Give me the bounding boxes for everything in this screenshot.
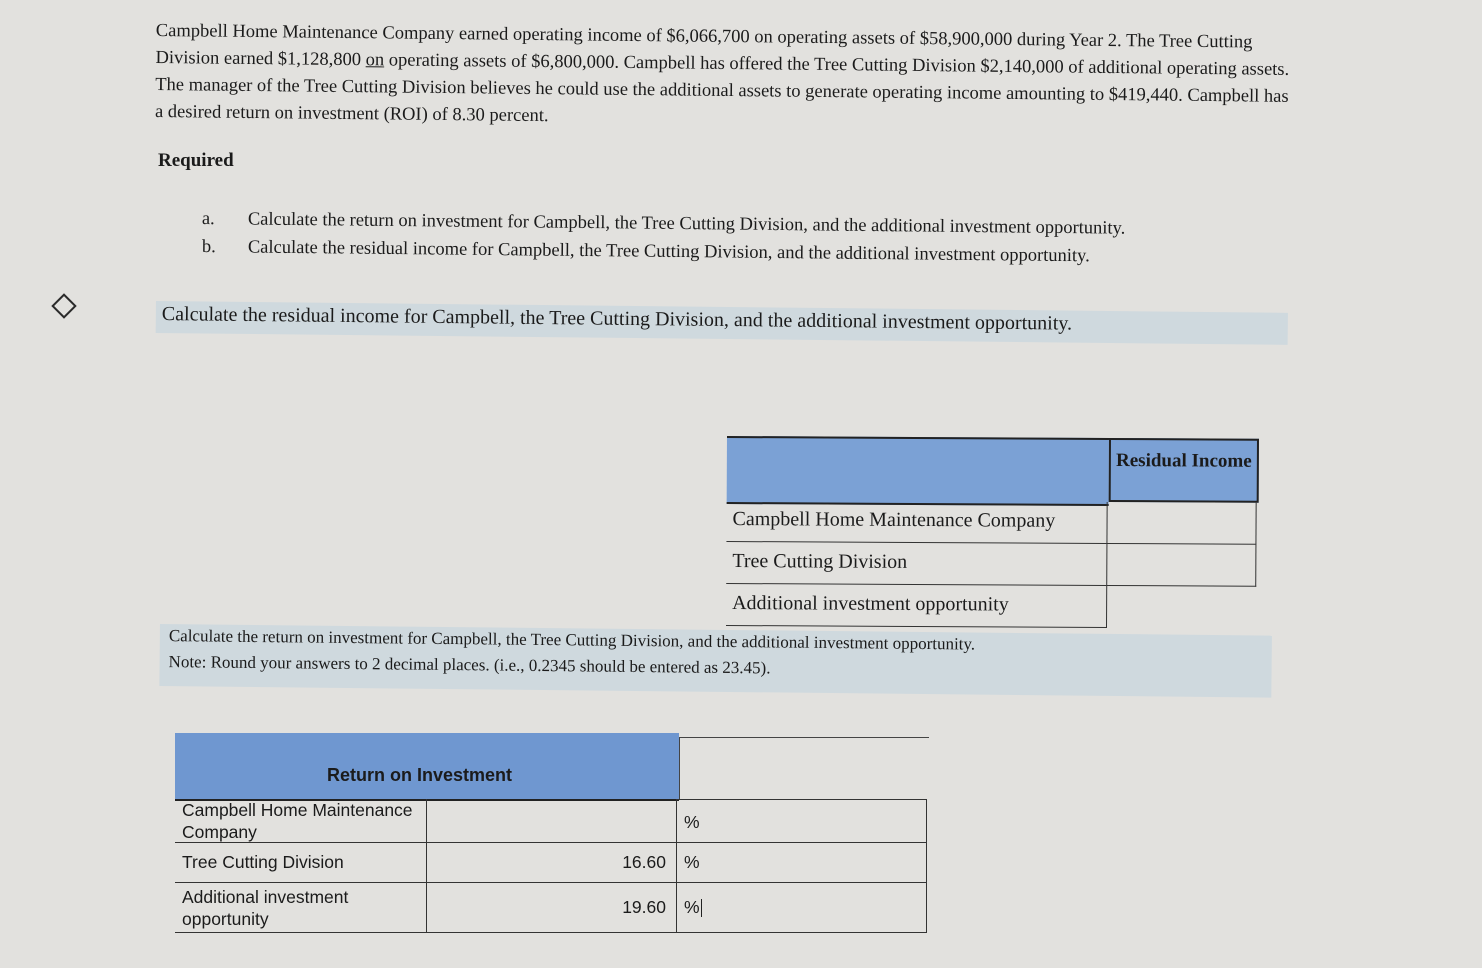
requirement-a-text: Calculate the return on investment for Campbell, the Tree Cutting Division, and the additional investment opportunity. <box>247 209 1126 239</box>
table-row <box>175 799 927 843</box>
row-label: Campbell Home Maintenance Company <box>726 500 1106 544</box>
residual-income-input-tree-cutting[interactable] <box>1106 544 1256 587</box>
roi-banner <box>159 624 1272 698</box>
roi-header-title: Return on Investment <box>327 765 513 785</box>
row-label: Additional investment opportunity <box>726 584 1107 628</box>
requirement-a-label: a. <box>201 209 215 230</box>
percent-unit: % <box>684 897 700 917</box>
residual-income-header-blank <box>727 436 1109 506</box>
roi-table <box>175 733 927 933</box>
roi-input-campbell[interactable] <box>427 799 677 843</box>
table-row <box>175 883 927 933</box>
percent-unit: % <box>677 799 927 843</box>
requirement-b <box>202 237 1090 267</box>
row-label: Campbell Home Maintenance Company <box>175 799 427 843</box>
row-label: Additional investment opportunity <box>175 883 427 933</box>
requirement-a <box>202 209 1126 240</box>
problem-text-2: operating assets of $6,800,000. Campbell has offered the Tree Cutting Division $2,140,000 of additional operating assets. The manager of the Tree Cutting Division believes he could use the additional assets to generate operating income amounting to $419,440. Campbell has a desired return on investment (ROI) of 8.30 percent. <box>154 50 1290 127</box>
residual-income-input-campbell[interactable] <box>1106 502 1256 545</box>
percent-unit-with-cursor <box>677 883 927 933</box>
table-row <box>175 843 927 883</box>
problem-text-on: on <box>365 50 385 71</box>
problem-text-1: Campbell Home Maintenance Company earned operating income of $6,066,700 on operating assets of $58,900,000 during Year 2. The Tree Cutting Division earned $1,128,800 <box>155 20 1253 71</box>
requirement-b-text: Calculate the residual income for Campbell, the Tree Cutting Division, and the additional investment opportunity. <box>247 237 1090 267</box>
residual-income-table <box>726 436 1259 631</box>
roi-note: Note: Round your answers to 2 decimal places. (i.e., 0.2345 should be entered as 23.45). <box>168 652 771 678</box>
requirement-b-label: b. <box>201 237 216 258</box>
residual-income-instruction: Calculate the residual income for Campbell, the Tree Cutting Division, and the additional investment opportunity. <box>161 303 1073 335</box>
row-label: Tree Cutting Division <box>175 843 427 883</box>
row-label: Tree Cutting Division <box>726 542 1106 586</box>
table-row <box>726 584 1258 629</box>
problem-statement <box>155 18 1301 138</box>
required-heading: Required <box>158 150 234 171</box>
diamond-icon[interactable] <box>51 293 76 318</box>
residual-income-banner <box>156 301 1288 345</box>
table-row <box>726 542 1258 587</box>
text-cursor <box>701 899 703 917</box>
roi-instruction: Calculate the return on investment for Campbell, the Tree Cutting Division, and the additional investment opportunity. <box>168 626 976 654</box>
roi-input-tree-cutting[interactable]: 16.60 <box>427 843 677 883</box>
table-row <box>726 500 1258 545</box>
percent-unit: % <box>677 843 927 883</box>
roi-input-additional[interactable]: 19.60 <box>427 883 677 933</box>
roi-header-blank <box>679 737 929 799</box>
residual-income-column-header: Residual Income <box>1109 438 1259 503</box>
